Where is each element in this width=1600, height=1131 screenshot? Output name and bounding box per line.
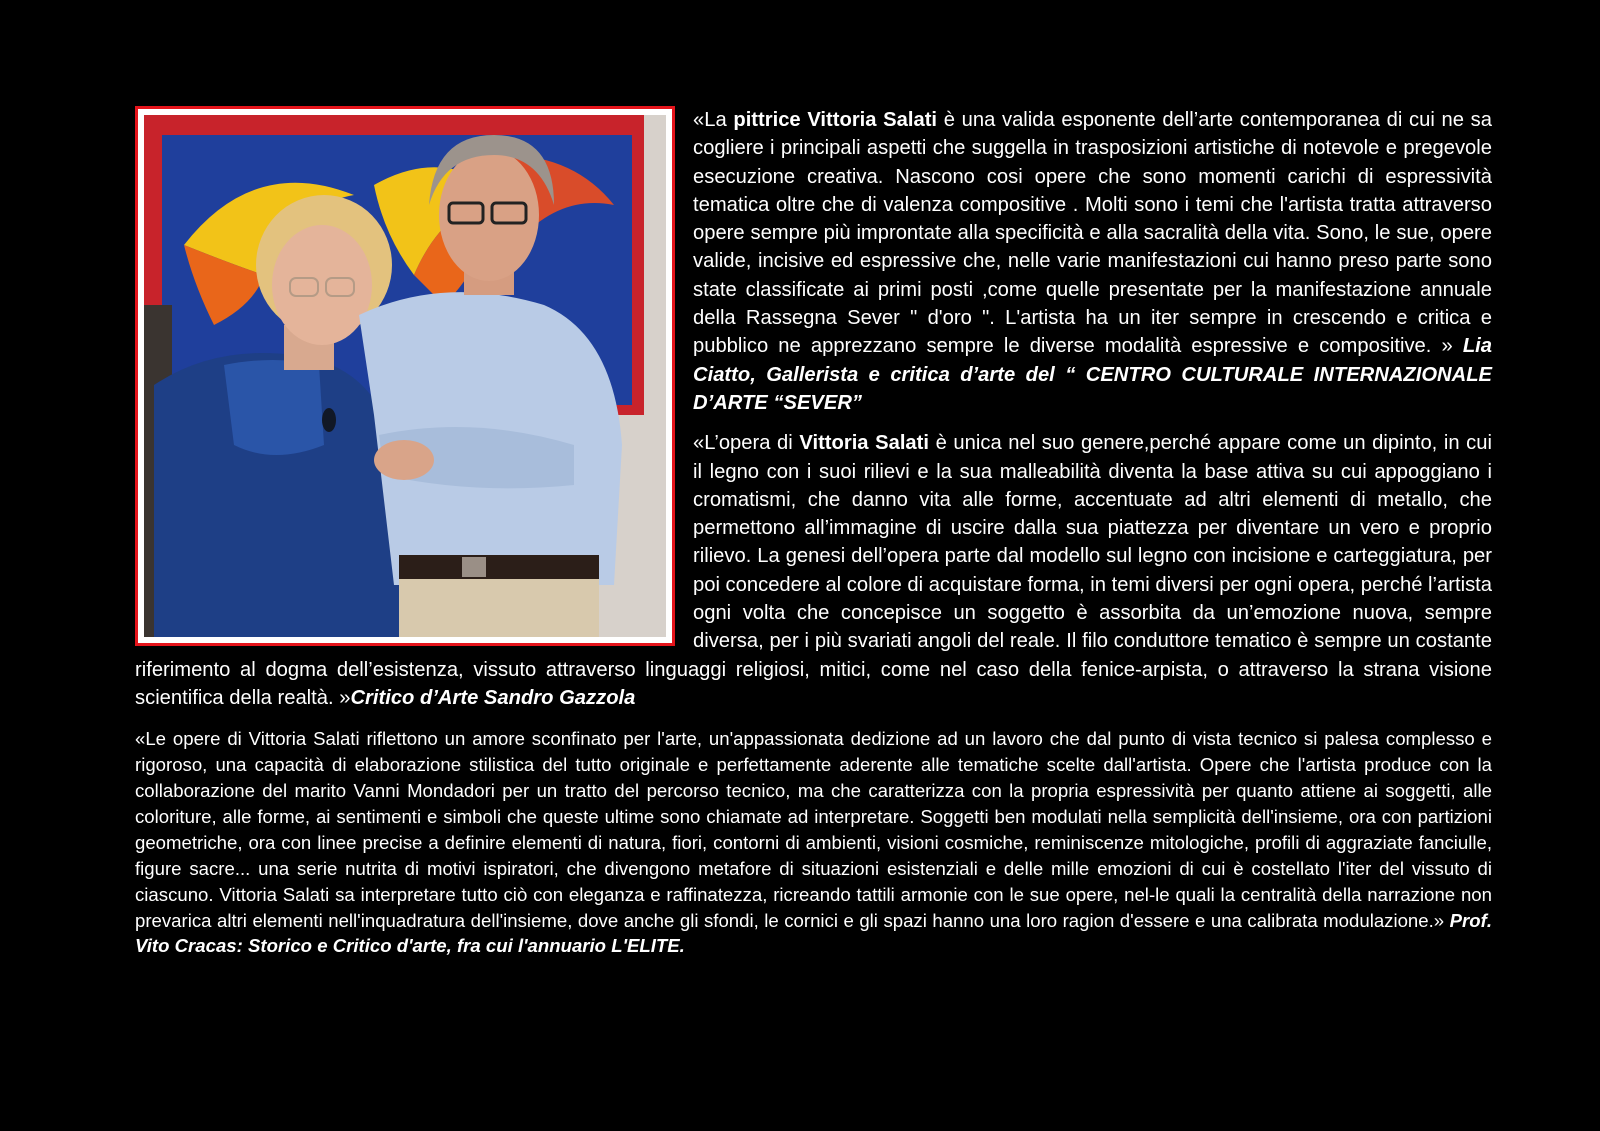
quote-text: è unica nel suo genere,perché appare come un dipinto, in cui il legno con i suoi rilievi e la sua malleabilità diventa la base attiva su cui appoggiano i cromatismi, che danno vita alle forme, accentuate ad altri elementi di metallo, che permettono all’immagine di uscire dalla sua piattezza per diventare un vero e proprio rilievo. La genesi dell’opera parte dal modello sul legno con incisione e carteggiatura, per poi concedere al colore di acquistare forma, in temi diversi per ogni opera, perché l’artista ogni volta che concepisce un soggetto è assorbita da un’emozione nuova, sempre diversa, per i più svariati angoli del reale. Il filo conduttore tematico è sempre un costante riferimento al dogma dell’esistenza, vissuto attraverso linguaggi religiosi, mitici, come nel caso della fenice-arpista, o attraverso la strana visione scientifica della realtà. »: [135, 432, 1492, 709]
quote-credit: Prof. Vito Cracas: Storico e Critico d'arte, fra cui l'annuario L'ELITE.: [135, 909, 1492, 957]
photo-of-two-people: [144, 115, 666, 637]
quote-credit: Lia Ciatto, Gallerista e critica d’arte del “ CENTRO CULTURALE INTERNAZIONALE D’ARTE “SEVER”: [693, 335, 1492, 414]
photo-frame: [135, 106, 675, 646]
quote-text: «Le opere di Vittoria Salati riflettono un amore sconfinato per l'arte, un'appassionata dedizione ad un lavoro che dal punto di vista tecnico si palesa complesso e rigoroso, una capacità di elaborazione stilistica del tutto originale e perfettamente aderente alle tematiche scelte dall'artista. Opere che l'artista produce con la collaborazione del marito Vanni Mondadori per un tratto del percorso tecnico, ma che caratterizza con la propria espressività per quanto attiene ai soggetti, alle coloriture, alle forme, ai sentimenti e simboli che queste ultime sono chiamate ad interpretare. Soggetti ben modulati nella semplicità dell'insieme, ora con partizioni geometriche, ora con linee precise a definire elementi di natura, fiori, contorni di ambienti, visioni cosmiche, reminiscenze mitologiche, profili di aggraziate fanciulle, figure sacre... una serie nutrita di motivi ispiratori, che divengono metafore di situazioni esistenziali e delle mille emozioni di cui è costellato l'iter del vissuto di ciascuno. Vittoria Salati sa interpretare tutto ciò con eleganza e raffinatezza, ricreando tattili armonie con le sue opere, nel-le quali la centralità della narrazione non prevarica altri elementi nell'inquadratura dell'insieme, dove anche gli sfondi, le cornici e gli spazi hanno una loro ragion d'essere e una calibrata modulazione.»: [135, 728, 1492, 931]
quote-open: «La: [693, 109, 734, 131]
quote-text: è una valida esponente dell’arte contemporanea di cui ne sa cogliere i principali aspetti che suggella in trasposizioni artistiche di notevole e pregevole esecuzione creativa. Nascono cosi opere che sono momenti carichi di espressività tematica oltre che di valenza compositive . Molti sono i temi che l'artista tratta attraverso opere sempre più improntate alla specificità e alla sacralità della vita. Sono, le sue, opere valide, incisive ed espressive che, nelle varie manifestazioni cui hanno preso parte sono state classificate ai primi posti ,come quelle presentate per la manifestazione annuale della Rassegna Sever " d'oro ". L'artista ha un iter sempre in crescendo e critica e pubblico ne apprezzano sempre le diverse modalità espressive e compositive. »: [693, 109, 1492, 358]
quote-credit: Critico d’Arte Sandro Gazzola: [350, 686, 636, 709]
quote-open: «L’opera di: [693, 432, 800, 455]
artist-name: Vittoria Salati: [799, 432, 929, 455]
artist-name: pittrice Vittoria Salati: [733, 109, 938, 131]
quote-vito-cracas: [135, 726, 1492, 959]
photo-of-two-people-icon: [144, 115, 666, 637]
page-content: [135, 106, 1492, 959]
